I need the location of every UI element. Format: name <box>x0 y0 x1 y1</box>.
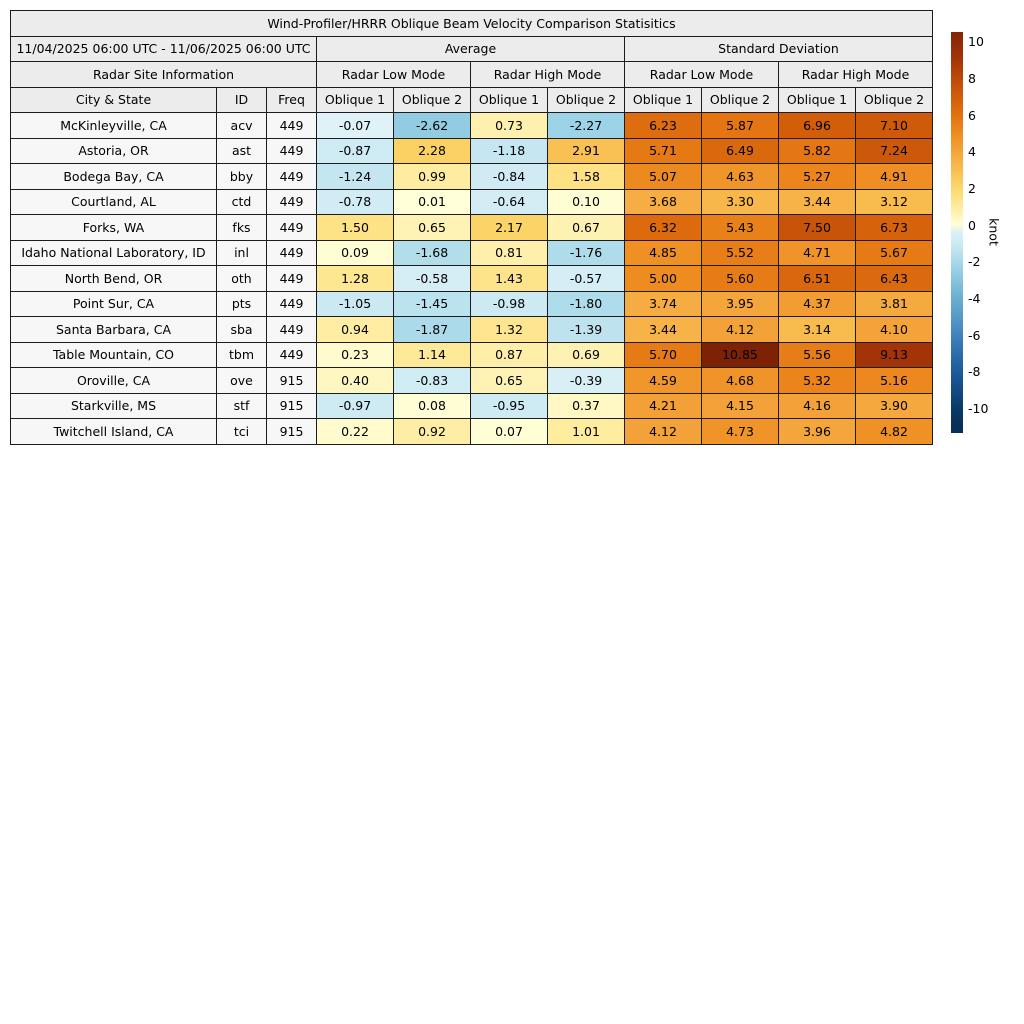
value-cell: 0.99 <box>394 164 471 190</box>
value-cell: 4.71 <box>779 240 856 266</box>
value-cell: 0.94 <box>317 317 394 343</box>
value-cell: 6.51 <box>779 266 856 292</box>
value-cell: 1.01 <box>548 419 625 445</box>
oblique-column-header: Oblique 2 <box>856 87 933 113</box>
site-row <box>11 342 933 368</box>
value-cell: -1.39 <box>548 317 625 343</box>
id-cell: tci <box>217 419 267 445</box>
city-cell: Idaho National Laboratory, ID <box>11 240 217 266</box>
value-cell: -1.18 <box>471 138 548 164</box>
value-cell: 5.27 <box>779 164 856 190</box>
value-cell: -2.62 <box>394 113 471 139</box>
value-cell: 4.12 <box>702 317 779 343</box>
value-cell: 6.96 <box>779 113 856 139</box>
value-cell: 5.87 <box>702 113 779 139</box>
value-cell: 1.28 <box>317 266 394 292</box>
value-cell: 7.24 <box>856 138 933 164</box>
colorbar-tick-label: 2 <box>968 180 976 196</box>
value-cell: 6.23 <box>625 113 702 139</box>
value-cell: 0.65 <box>394 215 471 241</box>
value-cell: 5.07 <box>625 164 702 190</box>
value-cell: -0.83 <box>394 368 471 394</box>
colorbar-tick-label: -2 <box>968 254 981 270</box>
oblique-column-header: Oblique 2 <box>548 87 625 113</box>
colorbar-tick-label: -6 <box>968 327 981 343</box>
id-cell: tbm <box>217 342 267 368</box>
value-cell: -1.68 <box>394 240 471 266</box>
value-cell: 6.49 <box>702 138 779 164</box>
value-cell: 5.00 <box>625 266 702 292</box>
value-cell: 2.28 <box>394 138 471 164</box>
value-cell: 0.69 <box>548 342 625 368</box>
city-cell: Point Sur, CA <box>11 291 217 317</box>
city-cell: Oroville, CA <box>11 368 217 394</box>
value-cell: -0.64 <box>471 189 548 215</box>
city-cell: Starkville, MS <box>11 393 217 419</box>
freq-cell: 915 <box>267 393 317 419</box>
value-cell: 6.43 <box>856 266 933 292</box>
value-cell: 3.81 <box>856 291 933 317</box>
colorbar-tick-label: 0 <box>968 217 976 233</box>
colorbar-tick-label: 10 <box>968 34 984 50</box>
value-cell: 5.82 <box>779 138 856 164</box>
freq-cell: 449 <box>267 215 317 241</box>
table-title: Wind-Profiler/HRRR Oblique Beam Velocity Comparison Statisitics <box>11 11 933 37</box>
value-cell: 0.87 <box>471 342 548 368</box>
value-cell: -0.78 <box>317 189 394 215</box>
id-cell: acv <box>217 113 267 139</box>
site-row <box>11 419 933 445</box>
freq-cell: 449 <box>267 189 317 215</box>
value-cell: -1.24 <box>317 164 394 190</box>
colorbar-tick-label: 8 <box>968 70 976 86</box>
time-period: 11/04/2025 06:00 UTC - 11/06/2025 06:00 UTC <box>11 36 317 62</box>
value-cell: 3.44 <box>625 317 702 343</box>
freq-cell: 449 <box>267 291 317 317</box>
colorbar-tick-label: 6 <box>968 107 976 123</box>
value-cell: 5.60 <box>702 266 779 292</box>
city-cell: Twitchell Island, CA <box>11 419 217 445</box>
value-cell: 4.15 <box>702 393 779 419</box>
value-cell: 4.63 <box>702 164 779 190</box>
freq-cell: 449 <box>267 164 317 190</box>
value-cell: 3.68 <box>625 189 702 215</box>
value-cell: 1.14 <box>394 342 471 368</box>
value-cell: 3.90 <box>856 393 933 419</box>
id-cell: pts <box>217 291 267 317</box>
value-cell: -0.39 <box>548 368 625 394</box>
value-cell: 0.22 <box>317 419 394 445</box>
id-cell: inl <box>217 240 267 266</box>
value-cell: 6.32 <box>625 215 702 241</box>
value-cell: 5.67 <box>856 240 933 266</box>
site-row <box>11 189 933 215</box>
value-cell: 3.30 <box>702 189 779 215</box>
value-cell: 3.12 <box>856 189 933 215</box>
column-header-row <box>11 87 933 113</box>
city-cell: Forks, WA <box>11 215 217 241</box>
value-cell: 0.67 <box>548 215 625 241</box>
id-cell: ast <box>217 138 267 164</box>
city-cell: Astoria, OR <box>11 138 217 164</box>
site-row <box>11 368 933 394</box>
id-cell: sba <box>217 317 267 343</box>
site-row <box>11 215 933 241</box>
value-cell: 5.56 <box>779 342 856 368</box>
site-row <box>11 138 933 164</box>
value-cell: 4.85 <box>625 240 702 266</box>
value-cell: 4.37 <box>779 291 856 317</box>
city-cell: Table Mountain, CO <box>11 342 217 368</box>
value-cell: 4.73 <box>702 419 779 445</box>
col-header-id: ID <box>217 87 267 113</box>
value-cell: 0.07 <box>471 419 548 445</box>
oblique-column-header: Oblique 1 <box>471 87 548 113</box>
value-cell: 2.91 <box>548 138 625 164</box>
value-cell: -0.07 <box>317 113 394 139</box>
colorbar <box>951 32 963 433</box>
freq-cell: 915 <box>267 368 317 394</box>
value-cell: -1.45 <box>394 291 471 317</box>
id-cell: bby <box>217 164 267 190</box>
city-cell: Santa Barbara, CA <box>11 317 217 343</box>
group-header-row <box>11 36 933 62</box>
freq-cell: 449 <box>267 138 317 164</box>
value-cell: -1.80 <box>548 291 625 317</box>
oblique-column-header: Oblique 1 <box>625 87 702 113</box>
value-cell: 4.59 <box>625 368 702 394</box>
value-cell: -0.57 <box>548 266 625 292</box>
value-cell: -1.87 <box>394 317 471 343</box>
mode-header: Radar High Mode <box>779 62 933 88</box>
value-cell: 3.95 <box>702 291 779 317</box>
value-cell: 7.50 <box>779 215 856 241</box>
value-cell: 3.96 <box>779 419 856 445</box>
oblique-column-header: Oblique 1 <box>779 87 856 113</box>
city-cell: McKinleyville, CA <box>11 113 217 139</box>
value-cell: -0.58 <box>394 266 471 292</box>
value-cell: 1.32 <box>471 317 548 343</box>
value-cell: 0.23 <box>317 342 394 368</box>
stats-table <box>10 10 933 445</box>
value-cell: 7.10 <box>856 113 933 139</box>
site-row <box>11 266 933 292</box>
value-cell: 3.74 <box>625 291 702 317</box>
value-cell: 1.43 <box>471 266 548 292</box>
site-row <box>11 164 933 190</box>
id-cell: oth <box>217 266 267 292</box>
value-cell: 0.09 <box>317 240 394 266</box>
value-cell: 0.40 <box>317 368 394 394</box>
oblique-column-header: Oblique 2 <box>702 87 779 113</box>
mode-header-row <box>11 62 933 88</box>
freq-cell: 449 <box>267 266 317 292</box>
value-cell: -1.76 <box>548 240 625 266</box>
id-cell: stf <box>217 393 267 419</box>
id-cell: fks <box>217 215 267 241</box>
value-cell: 6.73 <box>856 215 933 241</box>
value-cell: -0.84 <box>471 164 548 190</box>
value-cell: 4.12 <box>625 419 702 445</box>
value-cell: 0.10 <box>548 189 625 215</box>
title-row <box>11 11 933 37</box>
value-cell: 5.52 <box>702 240 779 266</box>
site-row <box>11 240 933 266</box>
colorbar-tick-label: -8 <box>968 364 981 380</box>
mode-header: Radar Low Mode <box>625 62 779 88</box>
colorbar-unit-label: knot <box>986 218 1002 246</box>
value-cell: 9.13 <box>856 342 933 368</box>
value-cell: -0.95 <box>471 393 548 419</box>
oblique-column-header: Oblique 1 <box>317 87 394 113</box>
value-cell: 4.10 <box>856 317 933 343</box>
value-cell: 0.81 <box>471 240 548 266</box>
value-cell: 0.73 <box>471 113 548 139</box>
city-cell: Bodega Bay, CA <box>11 164 217 190</box>
value-cell: -0.87 <box>317 138 394 164</box>
value-cell: 5.71 <box>625 138 702 164</box>
value-cell: -2.27 <box>548 113 625 139</box>
city-cell: Courtland, AL <box>11 189 217 215</box>
value-cell: 5.70 <box>625 342 702 368</box>
freq-cell: 449 <box>267 240 317 266</box>
value-cell: 4.21 <box>625 393 702 419</box>
col-header-freq: Freq <box>267 87 317 113</box>
site-row <box>11 317 933 343</box>
freq-cell: 449 <box>267 342 317 368</box>
value-cell: 4.82 <box>856 419 933 445</box>
value-cell: 1.58 <box>548 164 625 190</box>
value-cell: 3.44 <box>779 189 856 215</box>
site-row <box>11 393 933 419</box>
colorbar-tick-label: -10 <box>968 401 989 417</box>
value-cell: 10.85 <box>702 342 779 368</box>
colorbar-tick-label: -4 <box>968 291 981 307</box>
mode-header: Radar Low Mode <box>317 62 471 88</box>
value-cell: -0.97 <box>317 393 394 419</box>
value-cell: 5.16 <box>856 368 933 394</box>
value-cell: 1.50 <box>317 215 394 241</box>
group-header-standard-deviation: Standard Deviation <box>625 36 933 62</box>
col-header-city-state: City & State <box>11 87 217 113</box>
freq-cell: 915 <box>267 419 317 445</box>
city-cell: North Bend, OR <box>11 266 217 292</box>
value-cell: 0.08 <box>394 393 471 419</box>
id-cell: ctd <box>217 189 267 215</box>
value-cell: 0.65 <box>471 368 548 394</box>
id-cell: ove <box>217 368 267 394</box>
value-cell: 4.16 <box>779 393 856 419</box>
value-cell: 5.32 <box>779 368 856 394</box>
site-row <box>11 291 933 317</box>
value-cell: 5.43 <box>702 215 779 241</box>
site-info-header: Radar Site Information <box>11 62 317 88</box>
group-header-average: Average <box>317 36 625 62</box>
value-cell: -0.98 <box>471 291 548 317</box>
freq-cell: 449 <box>267 113 317 139</box>
value-cell: -1.05 <box>317 291 394 317</box>
value-cell: 0.01 <box>394 189 471 215</box>
value-cell: 0.37 <box>548 393 625 419</box>
site-row <box>11 113 933 139</box>
value-cell: 4.68 <box>702 368 779 394</box>
value-cell: 0.92 <box>394 419 471 445</box>
value-cell: 4.91 <box>856 164 933 190</box>
mode-header: Radar High Mode <box>471 62 625 88</box>
colorbar-tick-label: 4 <box>968 144 976 160</box>
value-cell: 2.17 <box>471 215 548 241</box>
freq-cell: 449 <box>267 317 317 343</box>
value-cell: 3.14 <box>779 317 856 343</box>
oblique-column-header: Oblique 2 <box>394 87 471 113</box>
